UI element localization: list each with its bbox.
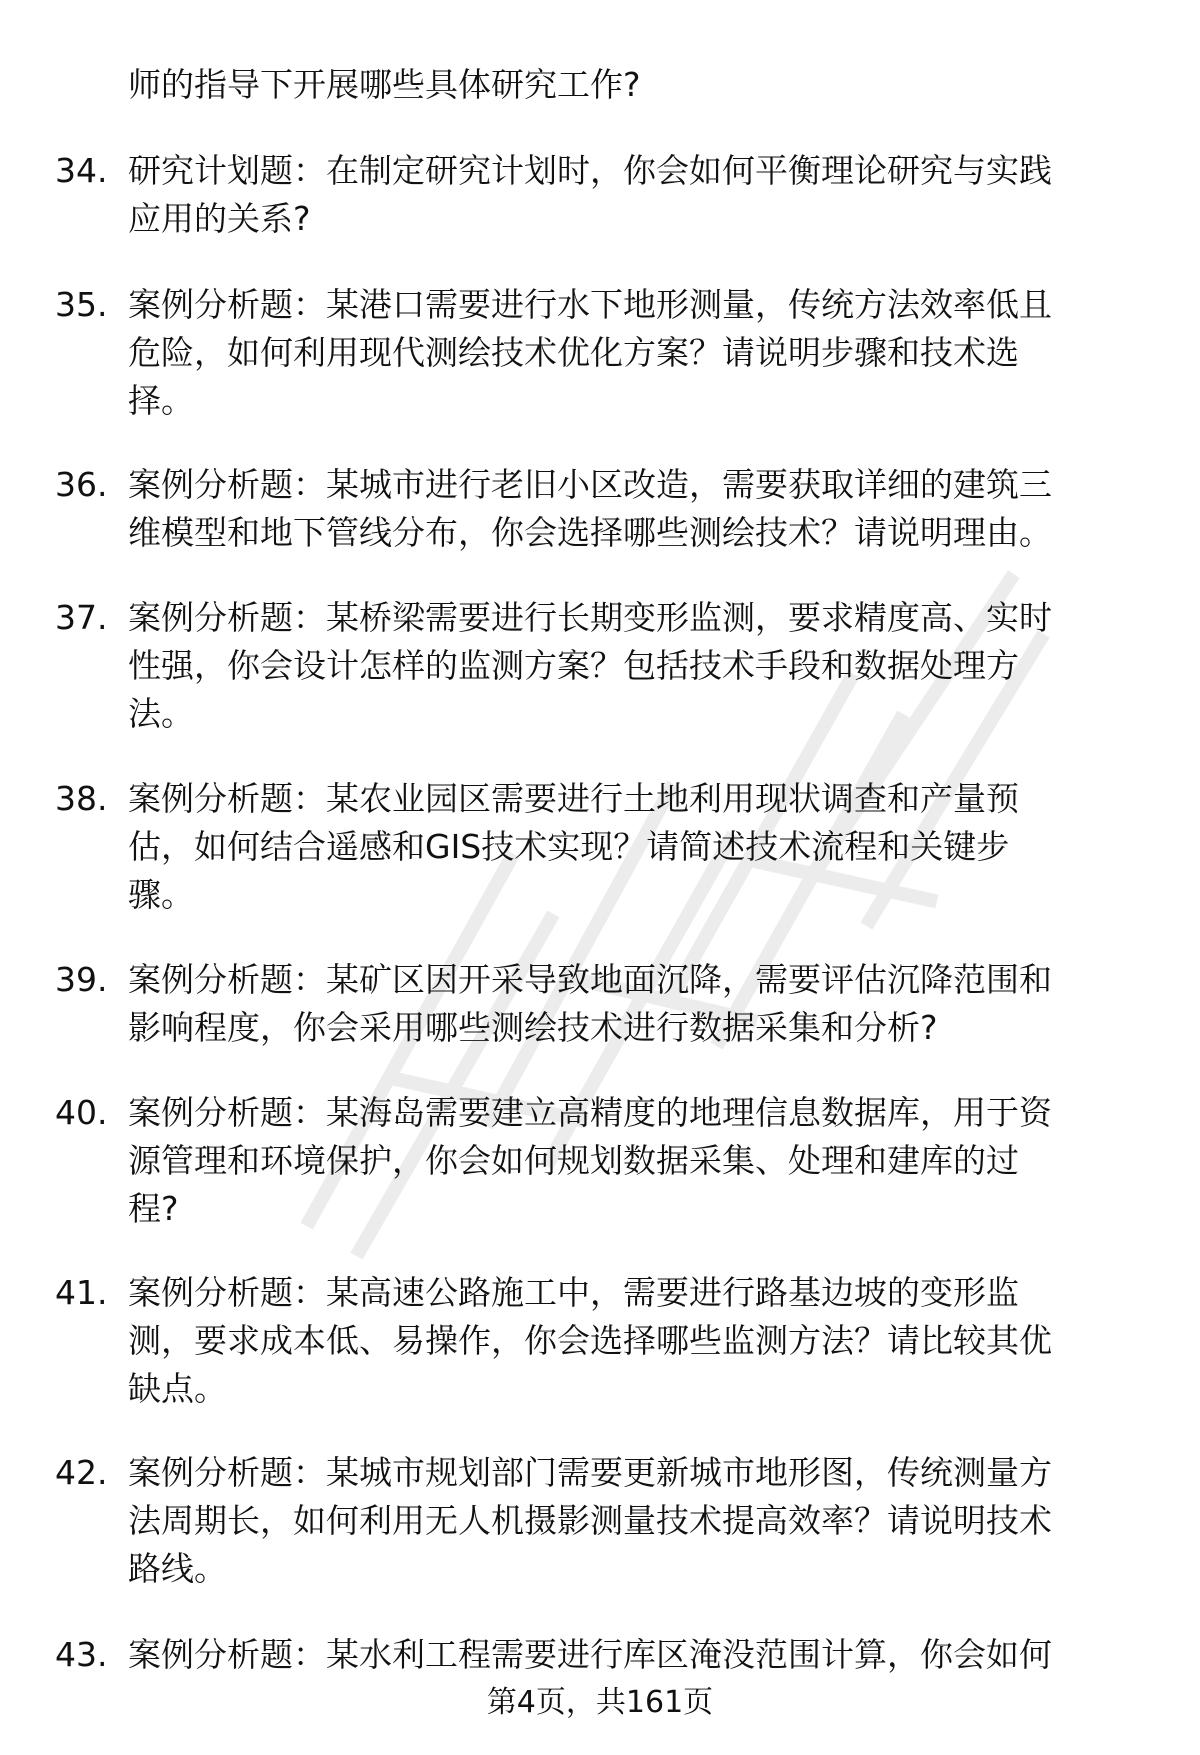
- question-number: 36.: [55, 465, 108, 504]
- text-line: 路线。: [128, 1549, 227, 1588]
- text-line: 缺点。: [128, 1369, 227, 1408]
- text-line: 估，如何结合遥感和GIS技术实现？请简述技术流程和关键步: [128, 827, 1010, 866]
- text-line: 骤。: [128, 875, 194, 914]
- text-line: 危险，如何利用现代测绘技术优化方案？请说明步骤和技术选: [128, 333, 1019, 372]
- text-line: 程?: [128, 1189, 179, 1228]
- text-line: 源管理和环境保护，你会如何规划数据采集、处理和建库的过: [128, 1141, 1019, 1180]
- text-line: 案例分析题：某高速公路施工中，需要进行路基边坡的变形监: [128, 1273, 1019, 1312]
- question-number: 40.: [55, 1093, 108, 1132]
- text-line: 应用的关系?: [128, 199, 311, 238]
- text-line: 案例分析题：某矿区因开采导致地面沉降，需要评估沉降范围和: [128, 960, 1052, 999]
- page-footer: 第4页，共161页: [486, 1685, 714, 1720]
- text-line: 案例分析题：某桥梁需要进行长期变形监测，要求精度高、实时: [128, 598, 1052, 637]
- text-line: 性强，你会设计怎样的监测方案？包括技术手段和数据处理方: [128, 646, 1019, 685]
- text-line: 影响程度，你会采用哪些测绘技术进行数据采集和分析?: [128, 1008, 938, 1047]
- text-line: 法周期长，如何利用无人机摄影测量技术提高效率？请说明技术: [128, 1501, 1052, 1540]
- question-number: 39.: [55, 960, 108, 999]
- text-line: 师的指导下开展哪些具体研究工作?: [128, 65, 641, 104]
- text-line: 法。: [128, 694, 194, 733]
- question-number: 35.: [55, 285, 108, 324]
- question-number: 37.: [55, 598, 108, 637]
- text-line: 测，要求成本低、易操作，你会选择哪些监测方法？请比较其优: [128, 1321, 1052, 1360]
- text-line: 案例分析题：某水利工程需要进行库区淹没范围计算，你会如何: [128, 1635, 1052, 1674]
- text-line: 案例分析题：某农业园区需要进行土地利用现状调查和产量预: [128, 779, 1019, 818]
- text-line: 维模型和地下管线分布，你会选择哪些测绘技术？请说明理由。: [128, 513, 1052, 552]
- question-number: 41.: [55, 1273, 108, 1312]
- text-line: 案例分析题：某港口需要进行水下地形测量，传统方法效率低且: [128, 285, 1052, 324]
- question-number: 38.: [55, 779, 108, 818]
- question-number: 42.: [55, 1453, 108, 1492]
- text-line: 案例分析题：某城市进行老旧小区改造，需要获取详细的建筑三: [128, 465, 1052, 504]
- question-number: 43.: [55, 1635, 108, 1674]
- text-line: 研究计划题：在制定研究计划时，你会如何平衡理论研究与实践: [128, 151, 1052, 190]
- text-line: 案例分析题：某海岛需要建立高精度的地理信息数据库，用于资: [128, 1093, 1052, 1132]
- question-number: 34.: [55, 151, 108, 190]
- text-line: 案例分析题：某城市规划部门需要更新城市地形图，传统测量方: [128, 1453, 1052, 1492]
- text-line: 择。: [128, 381, 194, 420]
